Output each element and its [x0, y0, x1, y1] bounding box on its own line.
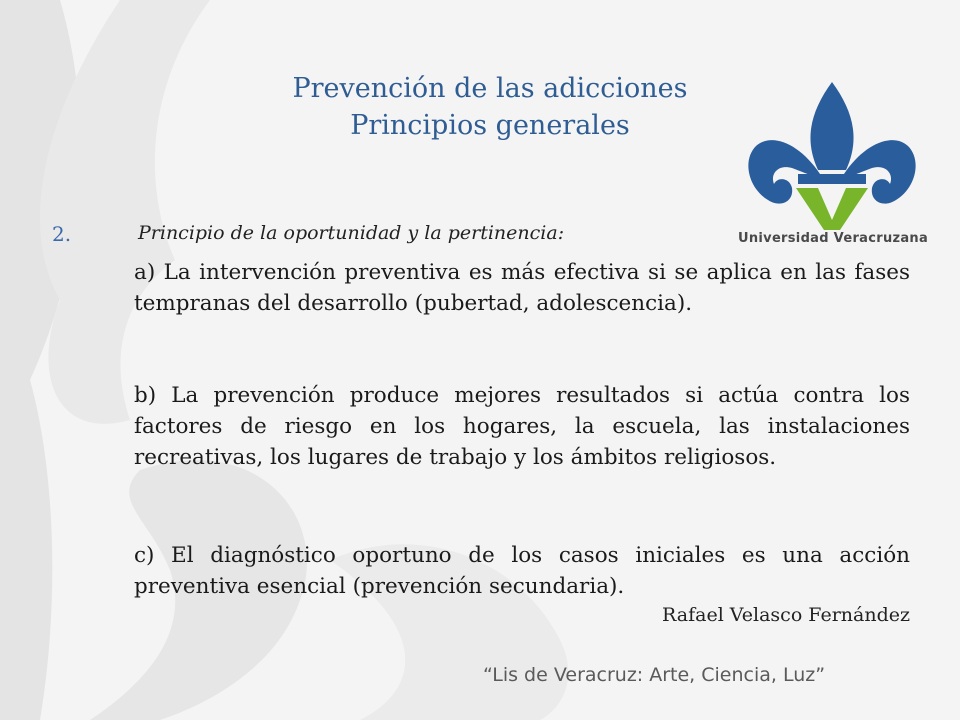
principle-number: 2. — [52, 222, 72, 246]
principle-heading: Principio de la oportunidad y la pertinencia: — [138, 222, 565, 244]
title-line-2: Principios generales — [350, 110, 630, 141]
author-name: Rafael Velasco Fernández — [662, 604, 910, 626]
university-name: Universidad Veracruzana — [738, 231, 929, 246]
slide-title — [160, 70, 820, 144]
university-motto: “Lis de Veracruz: Arte, Ciencia, Luz” — [483, 664, 826, 686]
paragraph-b: b) La prevención produce mejores resultados si actúa contra los factores de riesgo en los hogares, la escuela, las instalaciones recreativas, los lugares de trabajo y los ámbitos religiosos. — [134, 383, 910, 470]
university-logo-icon — [736, 78, 928, 256]
title-line-1: Prevención de las adicciones — [292, 73, 688, 104]
paragraph-a: a) La intervención preventiva es más efectiva si se aplica en las fases tempranas del desarrollo (pubertad, adolescencia). — [134, 260, 910, 316]
paragraph-c: c) El diagnóstico oportuno de los casos iniciales es una acción preventiva esencial (prevención secundaria). — [134, 543, 910, 599]
